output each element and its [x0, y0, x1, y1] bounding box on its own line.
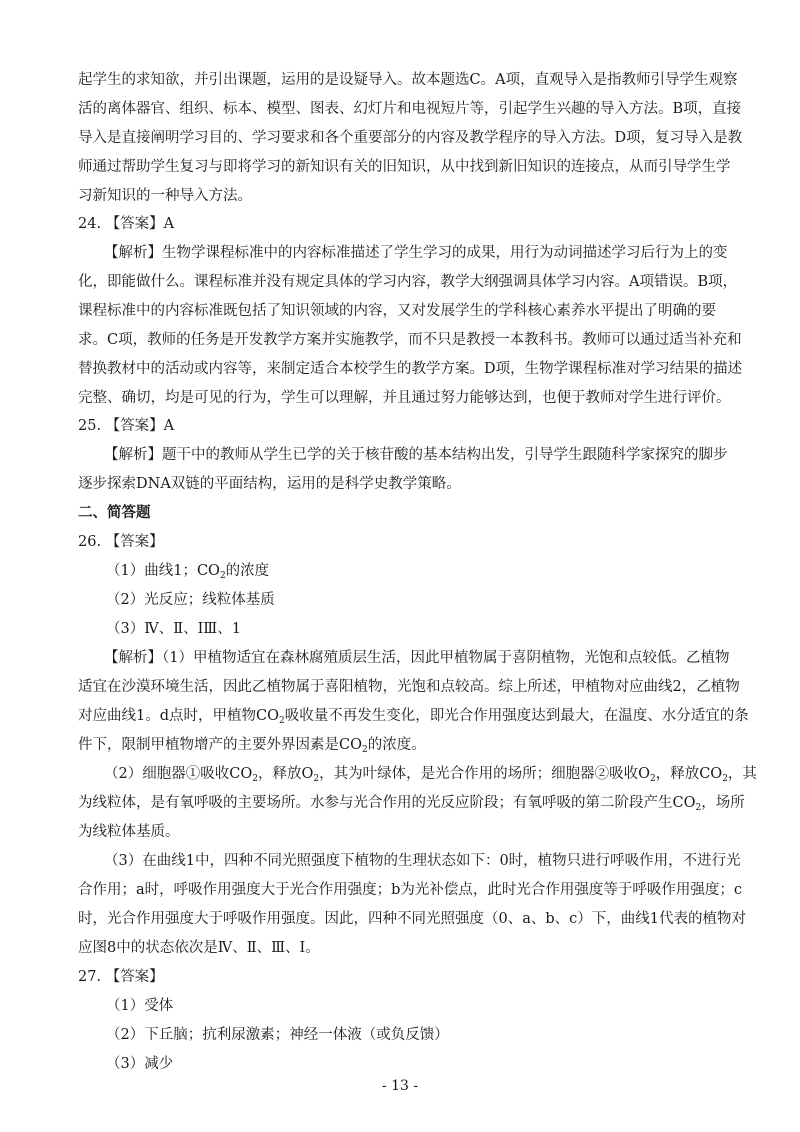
analysis-26-line: 【解析】（1）甲植物适宜在森林腐殖质层生活，因此甲植物属于喜阴植物，光饱和点较低。乙植物 — [104, 650, 730, 666]
analysis-26-line: 对应曲线1。d点时，甲植物$CO_2$吸收量不再发生变化，即光合作用强度达到最大，在温度、水分适宜的条 — [78, 708, 749, 726]
analysis-26-line: 为线粒体基质。 — [78, 824, 180, 840]
analysis-24-line: 完整、确切，均是可见的行为，学生可以理解，并且通过努力能够达到，也便于教师对学生进行评价。 — [78, 390, 731, 406]
answer-26-item-3: （3）Ⅳ、Ⅱ、ⅠⅢ、1 — [106, 621, 242, 637]
analysis-26-line: 件下，限制甲植物增产的主要外界因素是$CO_2$的浓度。 — [78, 737, 426, 755]
analysis-25-line: 【解析】题干中的教师从学生已学的关于核苷酸的基本结构出发，引导学生跟随科学家探究的脚步 — [104, 447, 728, 463]
paragraph-line: 活的离体器官、组织、标本、模型、图表、幻灯片和电视短片等，引起学生兴趣的导入方法。B项，直接 — [78, 101, 742, 117]
answer-27-item-3: （3）减少 — [106, 1056, 174, 1072]
page-number: - 13 - — [381, 1078, 419, 1094]
analysis-26-line: 适宜在沙漠环境生活，因此乙植物属于喜阳植物，光饱和点较高。综上所述，甲植物对应曲线2，乙植物 — [78, 679, 740, 695]
analysis-24-line: 课程标准中的内容标准既包括了知识领域的内容，又对发展学生的学科核心素养水平提出了明确的要 — [78, 303, 716, 319]
analysis-25-line: 逐步探索DNA双链的平面结构，运用的是科学史教学策略。 — [78, 476, 461, 492]
analysis-26-line: 合作用；a时，呼吸作用强度大于光合作用强度；b为光补偿点，此时光合作用强度等于呼吸作用强度；c — [78, 882, 743, 898]
answer-24-heading: 24. 【答案】A — [78, 216, 175, 232]
paragraph-line: 习新知识的一种导入方法。 — [78, 188, 252, 204]
answer-27-heading: 27. 【答案】 — [78, 969, 164, 985]
answer-27-item-2: （2）下丘脑；抗利尿激素；神经一体液（或负反馈） — [106, 1027, 449, 1043]
answer-26-heading: 26. 【答案】 — [78, 534, 164, 550]
analysis-26-line: （3）在曲线1中，四种不同光照强度下植物的生理状态如下：0时，植物只进行呼吸作用，不进行光 — [104, 853, 741, 869]
analysis-26-line: 为线粒体，是有氧呼吸的主要场所。水参与光合作用的光反应阶段；有氧呼吸的第二阶段产生$CO_2$，场所 — [78, 795, 745, 813]
answer-27-item-1: （1）受体 — [106, 998, 174, 1014]
paragraph-line: 起学生的求知欲，并引出课题，运用的是设疑导入。故本题选C。A项，直观导入是指教师引导学生观察 — [78, 72, 738, 88]
answer-25-heading: 25. 【答案】A — [78, 418, 175, 434]
paragraph-line: 师通过帮助学生复习与即将学习的新知识有关的旧知识，从中找到新旧知识的连接点，从而引导学生学 — [78, 159, 731, 175]
analysis-26-line: 时，光合作用强度大于呼吸作用强度。因此，四种不同光照强度（0、a、b、c）下，曲线1代表的植物对 — [78, 911, 746, 927]
analysis-24-line: 替换教材中的活动或内容等，来制定适合本校学生的教学方案。D项，生物学课程标准对学习结果的描述 — [78, 361, 743, 377]
analysis-26-line: 应图8中的状态依次是Ⅳ、Ⅱ、Ⅲ、Ⅰ。 — [78, 940, 320, 956]
answer-26-item-1: （1）曲线1；$CO_2$的浓度 — [106, 563, 270, 581]
analysis-24-line: 求。C项，教师的任务是开发教学方案并实施教学，而不只是教授一本教科书。教师可以通过适当补充和 — [78, 332, 742, 348]
paragraph-line: 导入是直接阐明学习目的、学习要求和各个重要部分的内容及教学程序的导入方法。D项，复习导入是教 — [78, 130, 743, 146]
analysis-24-line: 【解析】生物学课程标准中的内容标准描述了学生学习的成果，用行为动词描述学习后行为上的变 — [104, 245, 728, 261]
section-heading-short-answer: 二、简答题 — [78, 504, 151, 521]
answer-26-item-2: （2）光反应；线粒体基质 — [106, 592, 275, 608]
analysis-26-line: （2）细胞器①吸收$CO_2$，释放$O_2$，其为叶绿体，是光合作用的场所；细胞器②吸收$O_2$，释放$CO_2$，其 — [104, 766, 757, 784]
analysis-24-line: 化，即能做什么。课程标准并没有规定具体的学习内容，教学大纲强调具体学习内容。A项错误。B项， — [78, 274, 738, 290]
